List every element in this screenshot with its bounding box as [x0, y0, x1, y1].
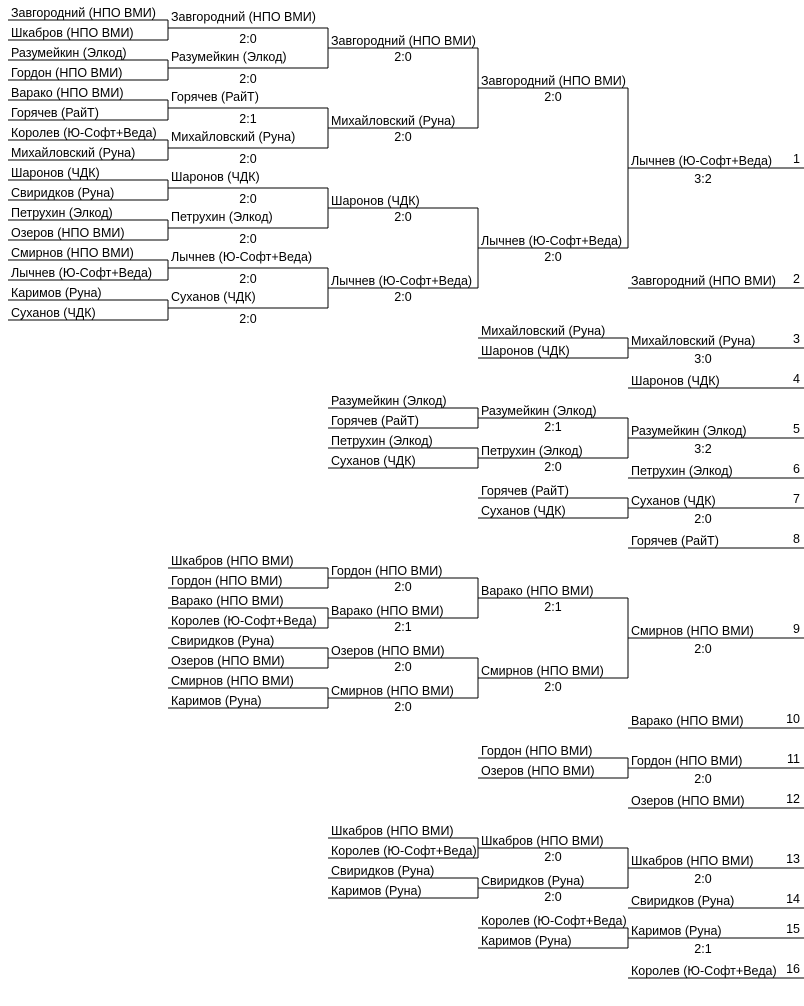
player-name: Шаронов (ЧДК) [11, 166, 100, 180]
place-number: 1 [793, 152, 800, 166]
player-name: Петрухин (Элкод) [631, 464, 733, 478]
player-name: Гордон (НПО ВМИ) [481, 744, 593, 758]
player-name: Каримов (Руна) [331, 884, 422, 898]
player-name: Разумейкин (Элкод) [11, 46, 127, 60]
match-score: 2:0 [394, 50, 412, 64]
match-score: 2:0 [694, 772, 712, 786]
match-score: 2:0 [239, 32, 257, 46]
winner-name: Петрухин (Элкод) [171, 210, 273, 224]
player-name: Шаронов (ЧДК) [481, 344, 570, 358]
match-score: 2:0 [394, 580, 412, 594]
match-score: 3:2 [694, 442, 712, 456]
winner-name: Лычнев (Ю-Софт+Веда) [331, 274, 473, 288]
player-name: Королев (Ю-Софт+Веда) [481, 914, 627, 928]
player-name: Шкабров (НПО ВМИ) [331, 824, 454, 838]
match-score: 2:0 [544, 90, 562, 104]
player-name: Смирнов (НПО ВМИ) [171, 674, 294, 688]
player-name: Озеров (НПО ВМИ) [481, 764, 595, 778]
player-name: Шкабров (НПО ВМИ) [171, 554, 294, 568]
match-score: 2:0 [694, 872, 712, 886]
match-score: 2:0 [394, 290, 412, 304]
match-score: 2:0 [394, 210, 412, 224]
winner-name: Горячев (РайТ) [171, 90, 259, 104]
place-number: 7 [793, 492, 800, 506]
player-name: Завгородний (НПО ВМИ) [11, 6, 156, 20]
place-number: 8 [793, 532, 800, 546]
player-name: Королев (Ю-Софт+Веда) [11, 126, 157, 140]
place-number: 10 [786, 712, 800, 726]
match-score: 3:2 [694, 172, 712, 186]
player-name: Завгородний (НПО ВМИ) [631, 274, 776, 288]
player-name: Королев (Ю-Софт+Веда) [631, 964, 777, 978]
match-score: 2:0 [694, 642, 712, 656]
winner-name: Суханов (ЧДК) [631, 494, 716, 508]
player-name: Королев (Ю-Софт+Веда) [331, 844, 477, 858]
match-score: 2:0 [394, 700, 412, 714]
player-name: Каримов (Руна) [481, 934, 572, 948]
match-score: 2:0 [544, 680, 562, 694]
winner-name: Варако (НПО ВМИ) [481, 584, 594, 598]
match-score: 2:1 [239, 112, 257, 126]
winner-name: Разумейкин (Элкод) [631, 424, 747, 438]
winner-name: Суханов (ЧДК) [171, 290, 256, 304]
winner-name: Михайловский (Руна) [331, 114, 456, 128]
match-score: 2:1 [394, 620, 412, 634]
match-score: 2:1 [544, 420, 562, 434]
winner-name: Варако (НПО ВМИ) [331, 604, 444, 618]
player-name: Свиридков (Руна) [331, 864, 435, 878]
player-name: Горячев (РайТ) [631, 534, 719, 548]
winner-name: Петрухин (Элкод) [481, 444, 583, 458]
player-name: Петрухин (Элкод) [11, 206, 113, 220]
place-number: 9 [793, 622, 800, 636]
match-score: 2:0 [544, 460, 562, 474]
winner-name: Михайловский (Руна) [171, 130, 296, 144]
match-score: 2:0 [239, 152, 257, 166]
champion-name: Лычнев (Ю-Софт+Веда) [631, 154, 773, 168]
player-name: Суханов (ЧДК) [481, 504, 566, 518]
match-score: 2:0 [394, 130, 412, 144]
place-number: 15 [786, 922, 800, 936]
winner-name: Озеров (НПО ВМИ) [331, 644, 445, 658]
winner-name: Разумейкин (Элкод) [481, 404, 597, 418]
winner-name: Шкабров (НПО ВМИ) [631, 854, 754, 868]
winner-name: Завгородний (НПО ВМИ) [331, 34, 476, 48]
place-number: 16 [786, 962, 800, 976]
match-score: 2:1 [694, 942, 712, 956]
place-number: 3 [793, 332, 800, 346]
player-name: Горячев (РайТ) [11, 106, 99, 120]
player-name: Суханов (ЧДК) [11, 306, 96, 320]
place-number: 5 [793, 422, 800, 436]
player-name: Горячев (РайТ) [331, 414, 419, 428]
player-name: Михайловский (Руна) [11, 146, 136, 160]
match-score: 2:0 [239, 272, 257, 286]
player-name: Смирнов (НПО ВМИ) [11, 246, 134, 260]
winner-name: Шкабров (НПО ВМИ) [481, 834, 604, 848]
player-name: Разумейкин (Элкод) [331, 394, 447, 408]
place-number: 13 [786, 852, 800, 866]
player-name: Свиридков (Руна) [11, 186, 115, 200]
match-score: 2:0 [239, 312, 257, 326]
place-number: 11 [787, 752, 800, 766]
player-name: Каримов (Руна) [171, 694, 262, 708]
player-name: Каримов (Руна) [11, 286, 102, 300]
player-name: Петрухин (Элкод) [331, 434, 433, 448]
match-score: 2:0 [239, 232, 257, 246]
match-score: 2:0 [544, 250, 562, 264]
player-name: Лычнев (Ю-Софт+Веда) [11, 266, 153, 280]
place-number: 12 [786, 792, 800, 806]
player-name: Шкабров (НПО ВМИ) [11, 26, 134, 40]
player-name: Суханов (ЧДК) [331, 454, 416, 468]
winner-name: Гордон (НПО ВМИ) [331, 564, 443, 578]
match-score: 2:0 [239, 192, 257, 206]
player-name: Озеров (НПО ВМИ) [171, 654, 285, 668]
place-number: 6 [793, 462, 800, 476]
match-score: 2:0 [544, 850, 562, 864]
player-name: Королев (Ю-Софт+Веда) [171, 614, 317, 628]
winner-name: Разумейкин (Элкод) [171, 50, 287, 64]
player-name: Горячев (РайТ) [481, 484, 569, 498]
place-number: 14 [786, 892, 800, 906]
match-score: 2:0 [544, 890, 562, 904]
player-name: Михайловский (Руна) [481, 324, 606, 338]
winner-name: Лычнев (Ю-Софт+Веда) [481, 234, 623, 248]
winner-name: Шаронов (ЧДК) [171, 170, 260, 184]
winner-name: Смирнов (НПО ВМИ) [331, 684, 454, 698]
match-score: 3:0 [694, 352, 712, 366]
player-name: Варако (НПО ВМИ) [171, 594, 284, 608]
match-score: 2:0 [694, 512, 712, 526]
player-name: Свиридков (Руна) [171, 634, 275, 648]
winner-name: Свиридков (Руна) [481, 874, 585, 888]
place-number: 4 [793, 372, 800, 386]
match-score: 2:0 [239, 72, 257, 86]
player-name: Гордон (НПО ВМИ) [11, 66, 123, 80]
match-score: 2:0 [394, 660, 412, 674]
winner-name: Гордон (НПО ВМИ) [631, 754, 743, 768]
player-name: Свиридков (Руна) [631, 894, 735, 908]
winner-name: Каримов (Руна) [631, 924, 722, 938]
winner-name: Смирнов (НПО ВМИ) [631, 624, 754, 638]
player-name: Озеров (НПО ВМИ) [631, 794, 745, 808]
winner-name: Смирнов (НПО ВМИ) [481, 664, 604, 678]
winner-name: Шаронов (ЧДК) [331, 194, 420, 208]
winner-name: Лычнев (Ю-Софт+Веда) [171, 250, 313, 264]
player-name: Гордон (НПО ВМИ) [171, 574, 283, 588]
winner-name: Михайловский (Руна) [631, 334, 756, 348]
player-name: Озеров (НПО ВМИ) [11, 226, 125, 240]
player-name: Варако (НПО ВМИ) [631, 714, 744, 728]
match-score: 2:1 [544, 600, 562, 614]
winner-name: Завгородний (НПО ВМИ) [171, 10, 316, 24]
player-name: Варако (НПО ВМИ) [11, 86, 124, 100]
player-name: Шаронов (ЧДК) [631, 374, 720, 388]
place-number: 2 [793, 272, 800, 286]
winner-name: Завгородний (НПО ВМИ) [481, 74, 626, 88]
